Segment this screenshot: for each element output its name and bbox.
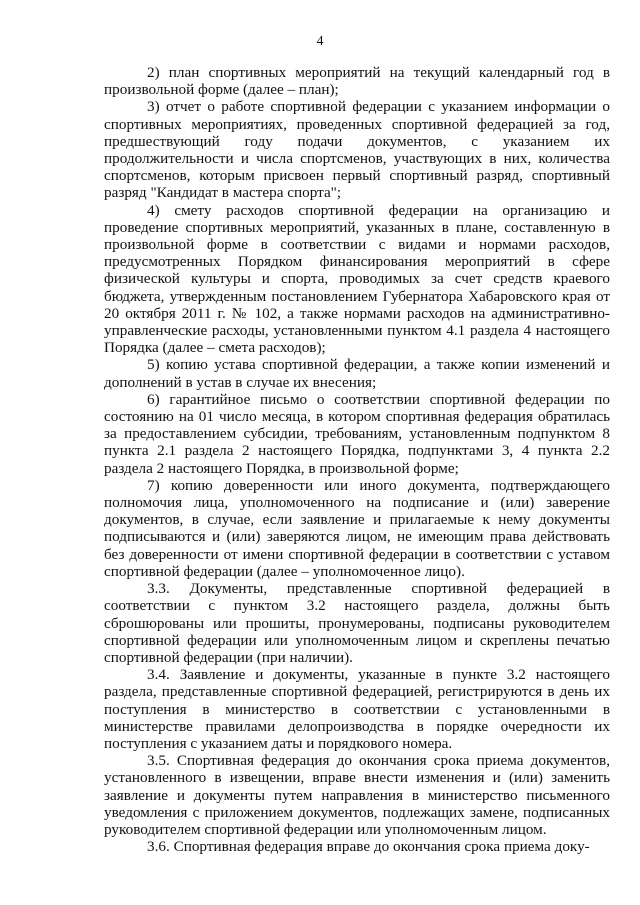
paragraph-section-3-4: 3.4. Заявление и документы, указанные в пункте 3.2 настоящего раздела, представленные спортивной федерацией, регистрируются в день их поступления в министерство в соответствии с установленными в министерстве правилами делопроизводства в порядке очередности их поступления с указанием даты и порядкового номера. xyxy=(104,666,610,752)
paragraph-item-5-charter-copy: 5) копию устава спортивной федерации, а также копии изменений и дополнений в устав в случае их внесения; xyxy=(104,356,610,391)
paragraph-item-2-plan: 2) план спортивных мероприятий на текущий календарный год в произвольной форме (далее – план); xyxy=(104,64,610,99)
paragraph-item-7-power-of-attorney: 7) копию доверенности или иного документа, подтверждающего полномочия лица, уполномоченного на подписание и (или) заверение документов, в случае, если заявление и прилагаемые к нему документы подписываются и (или) заверяются лицом, не имеющим права действовать без доверенности от имени спортивной федерации в соответствии с уставом спортивной федерации (далее – уполномоченное лицо). xyxy=(104,476,610,580)
page-number: 4 xyxy=(316,34,324,49)
paragraph-section-3-5: 3.5. Спортивная федерация до окончания срока приема документов, установленного в извещении, вправе внести изменения и (или) заменить заявление и документы путем направления в министерство письменного уведомления с приложением документов, подлежащих замене, подписанных руководителем спортивной федерации или уполномоченным лицом. xyxy=(104,752,610,838)
paragraph-section-3-3: 3.3. Документы, представленные спортивной федерацией в соответствии с пунктом 3.2 настоящего раздела, должны быть сброшюрованы или прошиты, пронумерованы, подписаны руководителем спортивной федерации или уполномоченным лицом и скреплены печатью спортивной федерации (при наличии). xyxy=(104,580,610,666)
paragraph-item-3-report: 3) отчет о работе спортивной федерации с указанием информации о спортивных мероприятиях, проведенных спортивной федерацией за год, предшествующий году подачи документов, с указанием их продолжительности и числа спортсменов, участвующих в них, количества спортсменов, которым присвоен первый спортивный разряд, спортивный разряд "Кандидат в мастера спорта"; xyxy=(104,98,610,202)
paragraph-item-6-guarantee-letter: 6) гарантийное письмо о соответствии спортивной федерации по состоянию на 01 число месяца, в котором спортивная федерация обратилась за предоставлением субсидии, требованиям, установленным подпунктом 8 пункта 2.1 раздела 2 настоящего Порядка, подпунктами 3, 4 пункта 2.2 раздела 2 настоящего Порядка, в произвольной форме; xyxy=(104,390,610,477)
paragraph-item-4-budget-estimate: 4) смету расходов спортивной федерации на организацию и проведение спортивных мероприятий, указанных в плане, составленную в произвольной форме в соответствии с видами и нормами расходов, предусмотренных Порядком финансирования мероприятий в сфере физической культуры и спорта, проводимых за счет средств краевого бюджета, утвержденным постановлением Губернатора Хабаровского края от 20 октября 2011 г. № 102, а также нормами расходов на административно-управленческие расходы, установленными пунктом 4.1 раздела 4 настоящего Порядка (далее – смета расходов); xyxy=(104,201,610,357)
document-body xyxy=(104,64,610,855)
paragraph-section-3-6: 3.6. Спортивная федерация вправе до окончания срока приема доку- xyxy=(147,838,590,856)
